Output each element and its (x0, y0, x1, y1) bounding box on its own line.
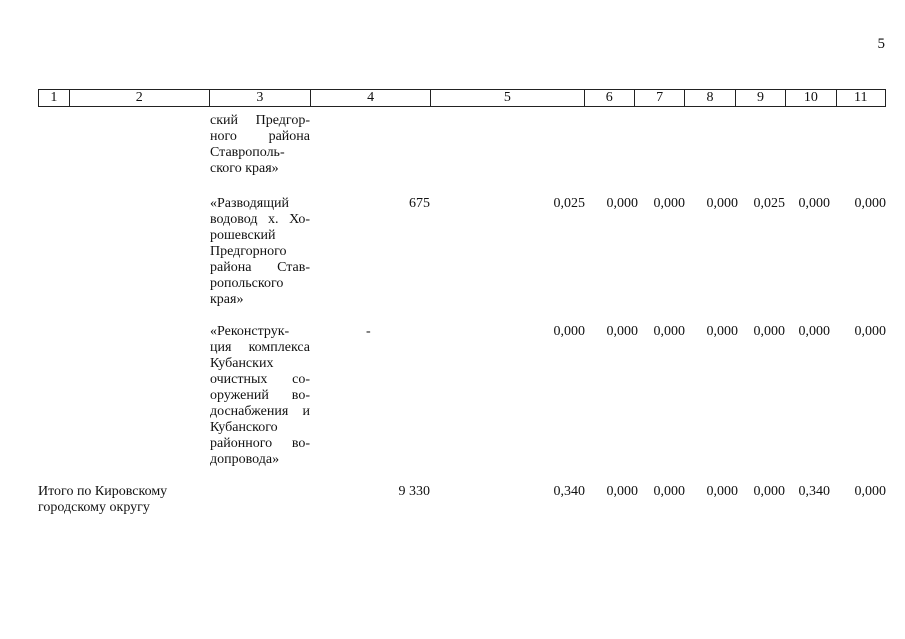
description-line: края» (210, 292, 244, 307)
header-col-10: 10 (786, 90, 836, 106)
description-line: доснабжения и (210, 404, 310, 419)
row-length-value: - (366, 324, 371, 339)
description-line: ция комплекса (210, 340, 310, 355)
description-line: допровода» (210, 452, 280, 467)
page-number: 5 (877, 36, 885, 52)
row-value-col9: 0,000 (753, 324, 785, 339)
table-header-row (38, 89, 886, 107)
header-col-2: 2 (70, 90, 210, 106)
description-line: оружений во- (210, 388, 310, 403)
table-row-description (210, 113, 310, 177)
header-col-8: 8 (685, 90, 735, 106)
row-value-col6: 0,000 (606, 324, 638, 339)
header-col-6: 6 (585, 90, 635, 106)
description-line: района Став- (210, 260, 310, 275)
description-line: ского края» (210, 161, 279, 176)
description-line: Ставрополь- (210, 145, 285, 160)
description-line: районного во- (210, 436, 310, 451)
table-row-description (210, 196, 310, 308)
description-line: Предгорного (210, 244, 287, 259)
description-line: очистных со- (210, 372, 310, 387)
row-value-col5: 0,025 (553, 196, 585, 211)
description-line: рошевский (210, 228, 276, 243)
description-line: «Разводящий (210, 196, 289, 211)
description-line: ский Предгор- (210, 113, 310, 128)
row-value-col10: 0,000 (798, 324, 830, 339)
total-value-col6: 0,000 (606, 484, 638, 499)
total-value-col9: 0,000 (753, 484, 785, 499)
description-line: ного района (210, 129, 310, 144)
total-value-col8: 0,000 (706, 484, 738, 499)
row-value-col10: 0,000 (798, 196, 830, 211)
total-length-value: 9 330 (398, 484, 430, 499)
header-col-9: 9 (736, 90, 786, 106)
total-value-col10: 0,340 (798, 484, 830, 499)
row-value-col6: 0,000 (606, 196, 638, 211)
table-row-description (210, 324, 310, 468)
description-line: Кубанских (210, 356, 274, 371)
row-value-col9: 0,025 (753, 196, 785, 211)
total-label-line: городскому округу (38, 500, 150, 515)
description-line: водовод х. Хо- (210, 212, 310, 227)
row-value-col7: 0,000 (653, 324, 685, 339)
row-length-value: 675 (409, 196, 430, 211)
row-value-col8: 0,000 (706, 324, 738, 339)
header-col-1: 1 (39, 90, 70, 106)
header-col-7: 7 (635, 90, 685, 106)
header-col-11: 11 (854, 90, 868, 105)
description-line: ропольского (210, 276, 284, 291)
row-value-col7: 0,000 (653, 196, 685, 211)
total-label-line: Итого по Кировскому (38, 484, 168, 499)
total-value-col11: 0,000 (854, 484, 886, 499)
row-value-col11: 0,000 (854, 324, 886, 339)
description-line: Кубанского (210, 420, 278, 435)
total-value-col5: 0,340 (553, 484, 585, 499)
row-value-col11: 0,000 (854, 196, 886, 211)
row-value-col8: 0,000 (706, 196, 738, 211)
header-col-3: 3 (210, 90, 311, 106)
total-label (38, 484, 208, 516)
total-value-col7: 0,000 (653, 484, 685, 499)
header-col-5: 5 (431, 90, 584, 106)
header-col-4: 4 (311, 90, 432, 106)
row-value-col5: 0,000 (553, 324, 585, 339)
description-line: «Реконструк- (210, 324, 290, 339)
